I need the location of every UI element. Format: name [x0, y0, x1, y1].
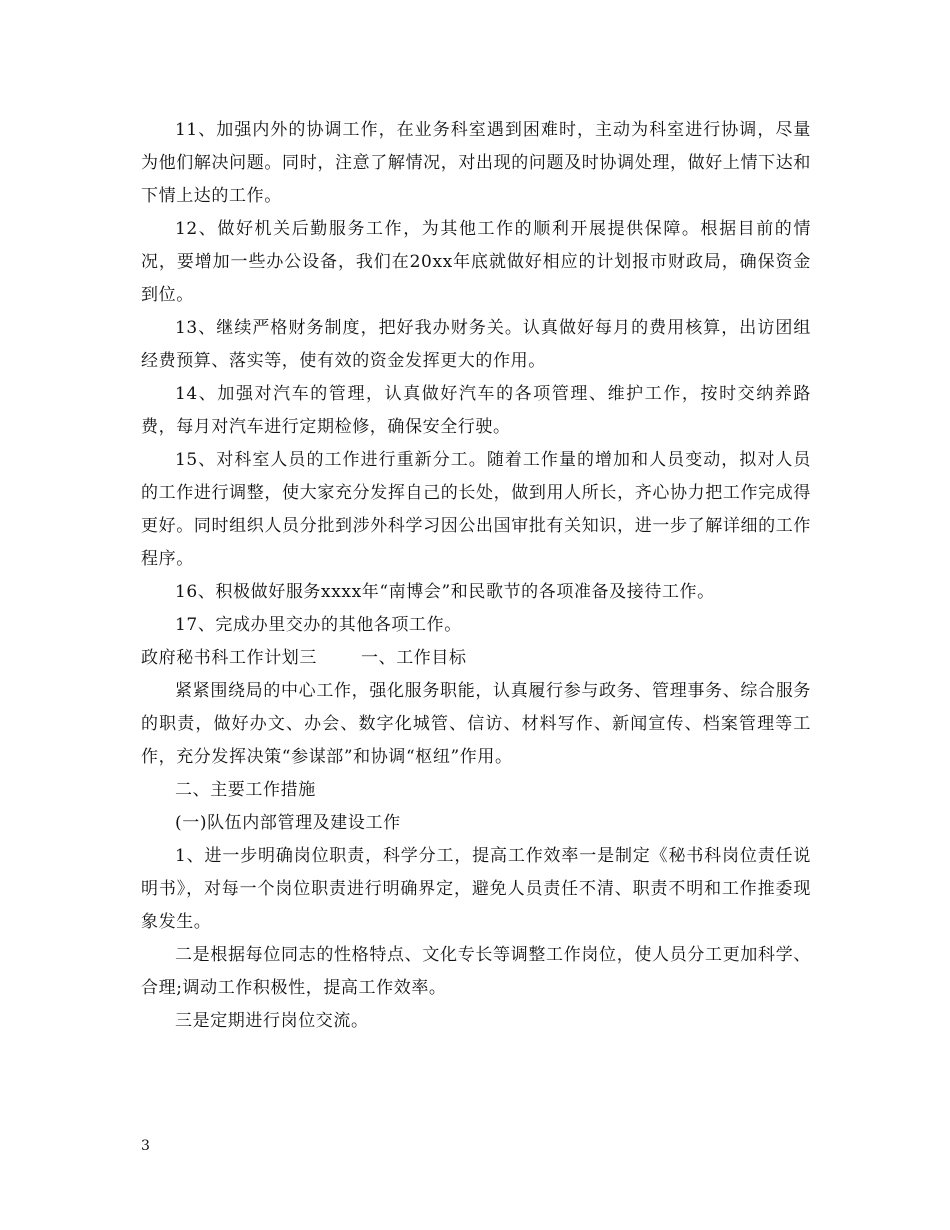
paragraph-item-14: 14、加强对汽车的管理，认真做好汽车的各项管理、维护工作，按时交纳养路费，每月对汽车进行定期检修，确保安全行驶。: [141, 384, 811, 437]
paragraph-measure-1: 1、进一步明确岗位职责，科学分工，提高工作效率一是制定《秘书科岗位责任说明书》，对每一个岗位职责进行明确界定，避免人员责任不清、职责不明和工作推委现象发生。: [141, 846, 811, 932]
paragraph-item-16: 16、积极做好服务xxxx年“南博会”和民歌节的各项准备及接待工作。: [175, 582, 715, 602]
paragraph-goals: 紧紧围绕局的中心工作，强化服务职能，认真履行参与政务、管理事务、综合服务的职责，做好办文、办会、数字化城管、信访、材料写作、新闻宣传、档案管理等工作，充分发挥决策“参谋部”和协调“枢纽”作用。: [141, 681, 811, 767]
paragraph-item-11: 11、加强内外的协调工作，在业务科室遇到困难时，主动为科室进行协调，尽量为他们解决问题。同时，注意了解情况，对出现的问题及时协调处理，做好上情下达和下情上达的工作。: [141, 120, 811, 206]
paragraph-measure-2: 二是根据每位同志的性格特点、文化专长等调整工作岗位，使人员分工更加科学、合理;调动工作积极性，提高工作效率。: [141, 945, 811, 998]
paragraph-item-13: 13、继续严格财务制度，把好我办财务关。认真做好每月的费用核算，出访团组经费预算、落实等，使有效的资金发挥更大的作用。: [141, 318, 811, 371]
page-number: 3: [141, 1138, 150, 1154]
section-heading: [141, 642, 811, 675]
paragraph-item-17: 17、完成办里交办的其他各项工作。: [175, 615, 462, 635]
paragraph-item-15: 15、对科室人员的工作进行重新分工。随着工作量的增加和人员变动，拟对人员的工作进行调整，使大家充分发挥自己的长处，做到用人所长，齐心协力把工作完成得更好。同时组织人员分批到涉外科学习因公出国审批有关知识，进一步了解详细的工作程序。: [141, 450, 811, 569]
document-body: [141, 114, 811, 1038]
paragraph-measure-3: 三是定期进行岗位交流。: [175, 1011, 369, 1031]
section-title-goals: 一、工作目标: [361, 648, 467, 668]
subsection-title-team: (一)队伍内部管理及建设工作: [175, 813, 401, 833]
paragraph-item-12: 12、做好机关后勤服务工作，为其他工作的顺利开展提供保障。根据目前的情况，要增加一些办公设备，我们在20xx年底就做好相应的计划报市财政局，确保资金到位。: [141, 219, 811, 305]
section-title-measures: 二、主要工作措施: [175, 780, 316, 800]
plan-title: 政府秘书科工作计划三: [141, 648, 317, 668]
